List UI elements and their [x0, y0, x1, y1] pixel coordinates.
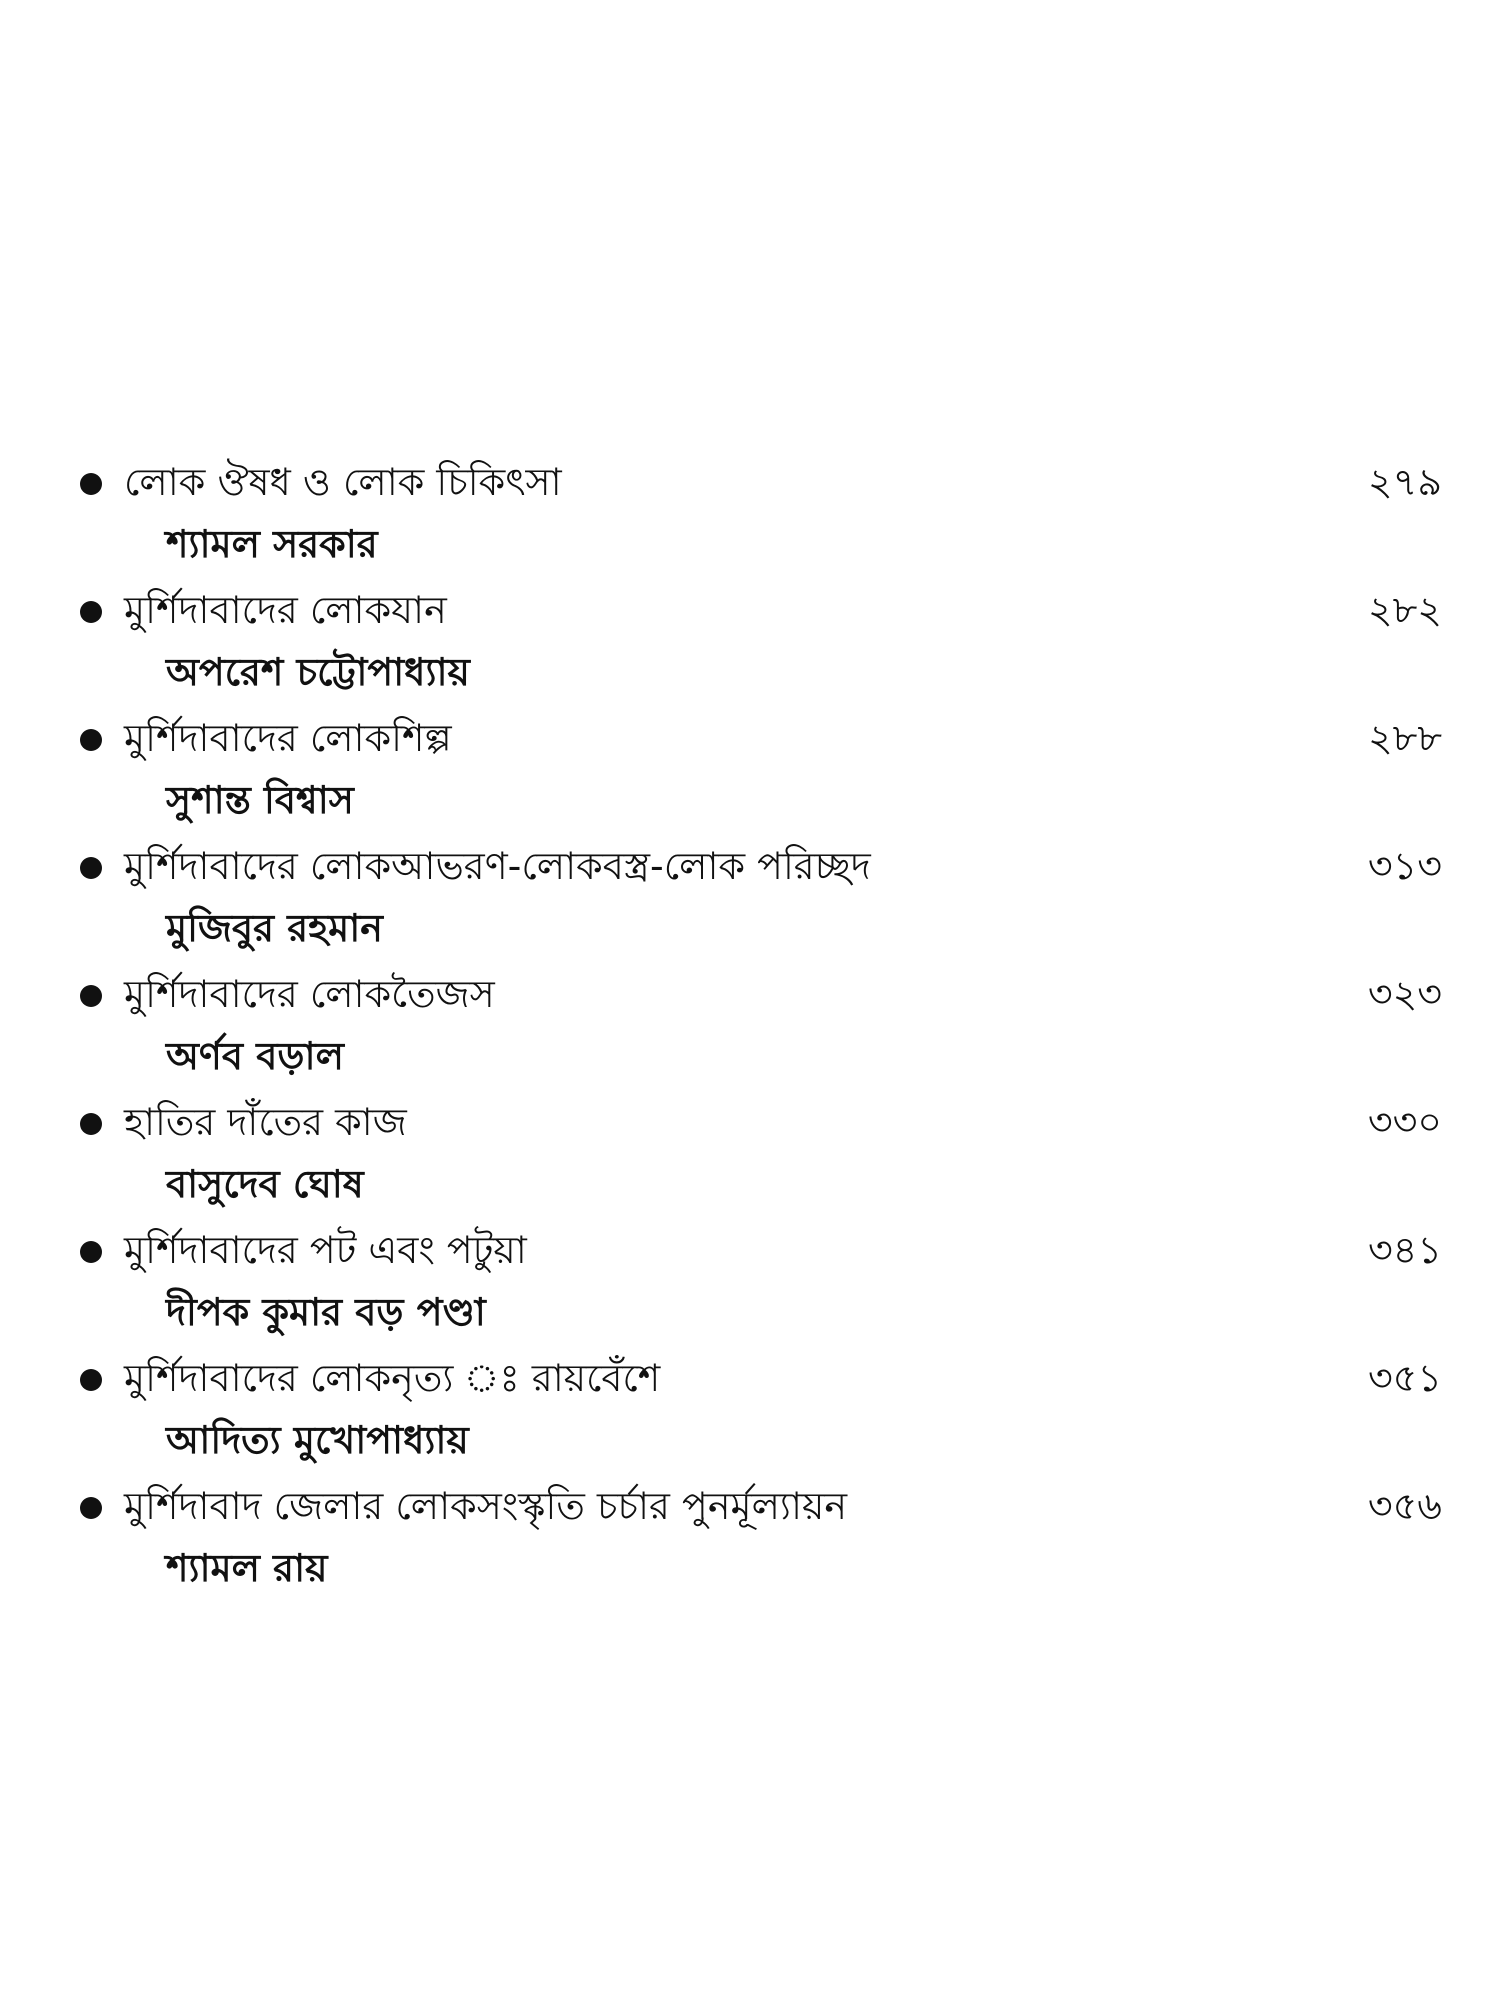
- toc-entry-page: ৩৫৬: [1367, 1484, 1442, 1528]
- toc-entry-author: অপরেশ চট্টোপাধ্যায়: [166, 650, 470, 694]
- toc-entry: [0, 580, 1500, 708]
- bullet-icon: [80, 1497, 102, 1519]
- toc-entry-title: মুর্শিদাবাদের লোকযান: [124, 588, 447, 632]
- toc-entry-title: মুর্শিদাবাদের লোকনৃত্য ঃ রায়বেঁশে: [124, 1356, 661, 1400]
- toc-entry: [0, 836, 1500, 964]
- toc-entry: [0, 964, 1500, 1092]
- toc-entry-page: ৩২৩: [1367, 972, 1442, 1016]
- toc-entry-author: মুজিবুর রহমান: [166, 906, 383, 950]
- toc-entry-author: শ্যামল রায়: [166, 1546, 328, 1590]
- toc-entry-page: ৩৪১: [1367, 1228, 1442, 1272]
- toc-entry-title: লোক ঔষধ ও লোক চিকিৎসা: [124, 460, 562, 504]
- bullet-icon: [80, 729, 102, 751]
- toc-entry-author: সুশান্ত বিশ্বাস: [166, 778, 354, 822]
- bullet-icon: [80, 1369, 102, 1391]
- table-of-contents: [0, 452, 1500, 1604]
- toc-entry-page: ৩৫১: [1367, 1356, 1442, 1400]
- bullet-icon: [80, 473, 102, 495]
- bullet-icon: [80, 857, 102, 879]
- toc-entry-title: মুর্শিদাবাদের লোকতৈজস: [124, 972, 495, 1016]
- toc-entry: [0, 1092, 1500, 1220]
- toc-entry-title: হাতির দাঁতের কাজ: [124, 1100, 407, 1144]
- bullet-icon: [80, 1241, 102, 1263]
- toc-entry: [0, 708, 1500, 836]
- toc-entry-page: ২৭৯: [1367, 460, 1442, 504]
- toc-entry-title: মুর্শিদাবাদের পট এবং পটুয়া: [124, 1228, 527, 1272]
- toc-entry-title: মুর্শিদাবাদ জেলার লোকসংস্কৃতি চর্চার পুনর্মূল্যায়ন: [124, 1484, 848, 1528]
- toc-entry-page: ৩৩০: [1367, 1100, 1442, 1144]
- toc-entry-page: ৩১৩: [1367, 844, 1442, 888]
- toc-entry-author: বাসুদেব ঘোষ: [166, 1162, 364, 1206]
- toc-entry-author: দীপক কুমার বড় পণ্ডা: [166, 1290, 486, 1334]
- toc-entry-author: শ্যামল সরকার: [166, 522, 378, 566]
- toc-entry: [0, 1220, 1500, 1348]
- toc-entry-author: আদিত্য মুখোপাধ্যায়: [166, 1418, 469, 1462]
- bullet-icon: [80, 1113, 102, 1135]
- toc-entry-title: মুর্শিদাবাদের লোকশিল্প: [124, 716, 452, 760]
- bullet-icon: [80, 985, 102, 1007]
- toc-entry-page: ২৮৮: [1367, 716, 1442, 760]
- toc-entry: [0, 1348, 1500, 1476]
- toc-entry-page: ২৮২: [1367, 588, 1442, 632]
- toc-entry-title: মুর্শিদাবাদের লোকআভরণ-লোকবস্ত্র-লোক পরিচ্ছদ: [124, 844, 871, 888]
- bullet-icon: [80, 601, 102, 623]
- toc-entry: [0, 1476, 1500, 1604]
- toc-entry-author: অর্ণব বড়াল: [166, 1034, 344, 1078]
- toc-entry: [0, 452, 1500, 580]
